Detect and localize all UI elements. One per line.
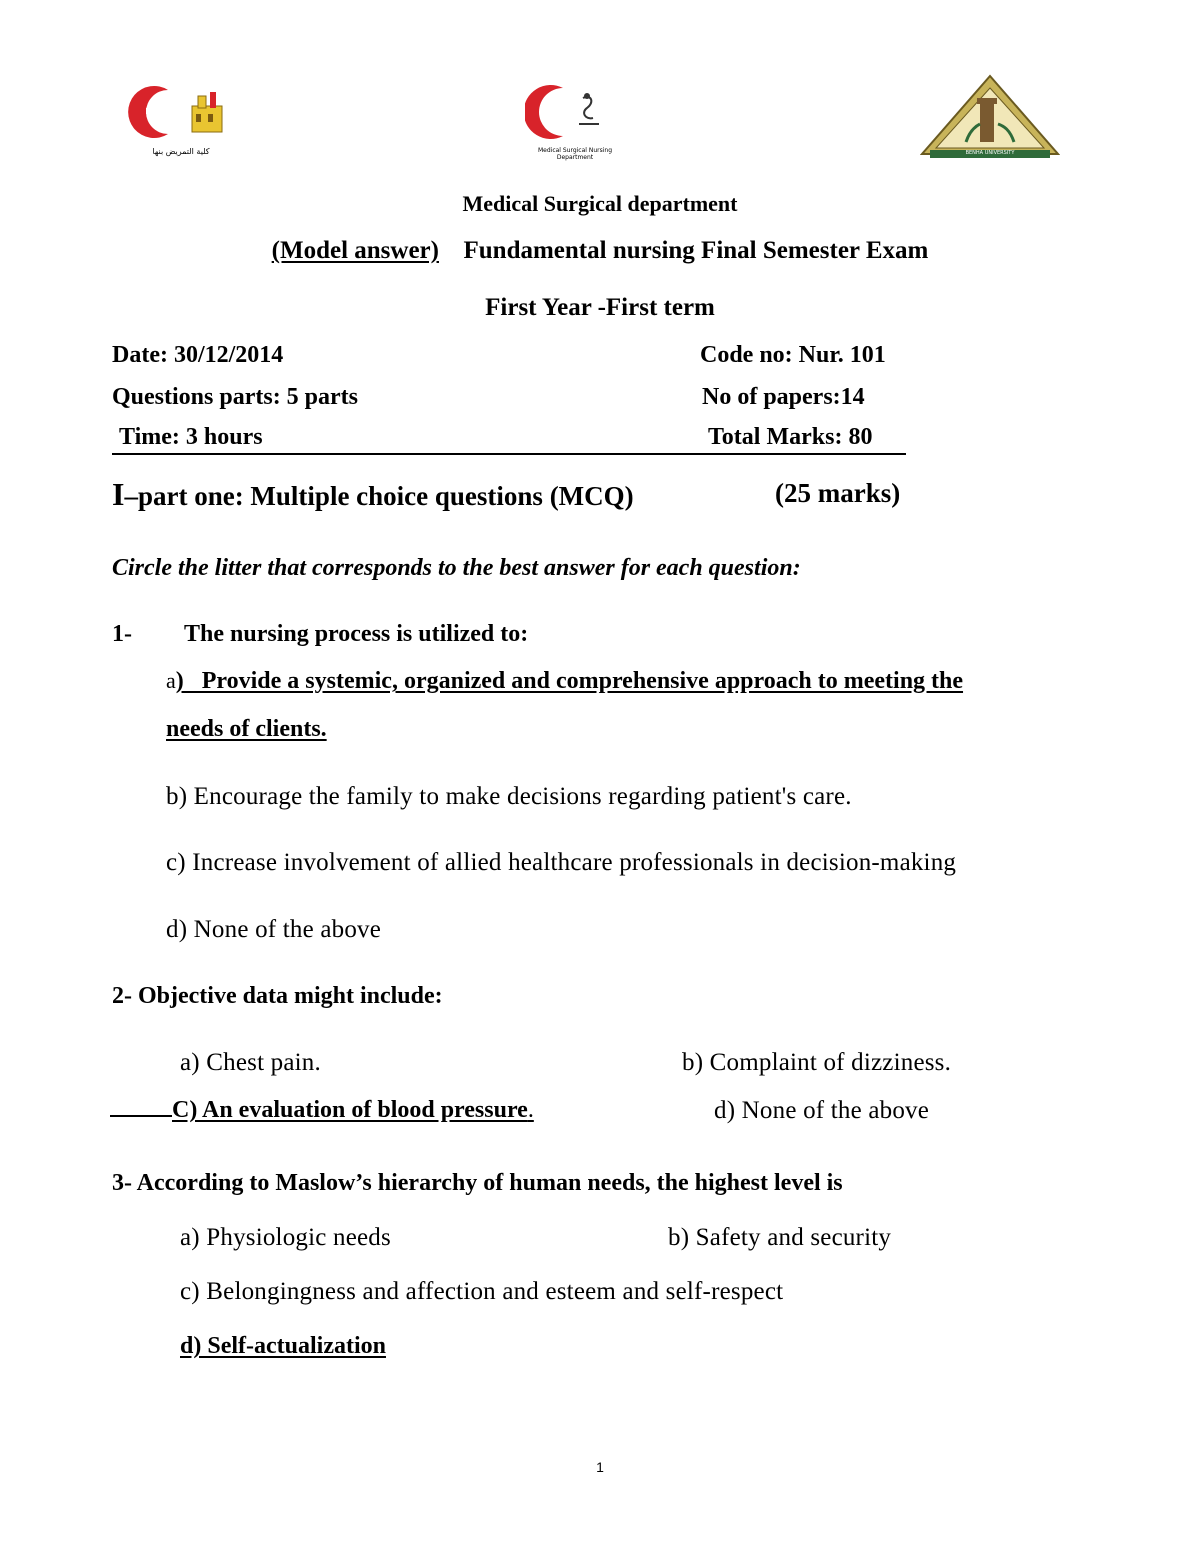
option-c-period: . — [527, 1097, 534, 1123]
question-1-text: The nursing process is utilized to: — [184, 621, 529, 647]
part-one-heading — [112, 476, 634, 513]
question-1-option-a — [166, 668, 963, 695]
part-one-title: –part one: Multiple choice questions (MCQ) — [124, 481, 634, 511]
question-2-option-b: b) Complaint of dizziness. — [682, 1049, 952, 1076]
question-3-option-c: c) Belongingness and affection and esteem and self-respect — [180, 1278, 784, 1305]
exam-time: Time: 3 hours — [119, 424, 263, 450]
option-a-answer-line1: ) Provide a systemic, organized and comprehensive approach to meeting the — [175, 668, 964, 694]
exam-title-line — [0, 237, 1200, 265]
question-1-option-c: c) Increase involvement of allied healthcare professionals in decision-making — [166, 849, 957, 876]
question-2-option-c — [110, 1097, 534, 1124]
question-1-number: 1- — [112, 621, 132, 647]
exam-date: Date: 30/12/2014 — [112, 342, 284, 368]
question-1-option-a-cont: needs of clients. — [166, 716, 327, 742]
page-number: 1 — [596, 1459, 604, 1475]
question-3-option-a: a) Physiologic needs — [180, 1224, 391, 1251]
question-2-text: 2- Objective data might include: — [112, 983, 443, 1009]
question-2-option-d: d) None of the above — [714, 1097, 930, 1124]
right-logo-caption: BENHA UNIVERSITY — [965, 150, 1015, 156]
answer-leader-line — [110, 1115, 172, 1117]
left-logo — [128, 84, 234, 154]
question-1-option-b: b) Encourage the family to make decisions regarding patient's care. — [166, 783, 852, 810]
option-c-answer: C) An evaluation of blood pressure — [172, 1097, 528, 1123]
question-2-option-a: a) Chest pain. — [180, 1049, 321, 1076]
part-one-marks: (25 marks) — [775, 478, 901, 508]
info-underline — [112, 453, 906, 455]
question-1-option-d: d) None of the above — [166, 916, 382, 943]
question-parts: Questions parts: 5 parts — [112, 384, 359, 410]
red-crescent-faculty-logo — [128, 84, 234, 140]
center-logo — [525, 84, 625, 161]
question-3-option-d: d) Self-actualization — [180, 1333, 386, 1359]
course-code: Code no: Nur. 101 — [700, 342, 886, 368]
question-3-option-b: b) Safety and security — [668, 1224, 892, 1251]
question-3-text: 3- According to Maslow’s hierarchy of human needs, the highest level is — [112, 1170, 843, 1196]
paper-count: No of papers:14 — [702, 384, 865, 410]
part-roman-numeral: I — [112, 476, 125, 512]
exam-title: Fundamental nursing Final Semester Exam — [463, 237, 929, 264]
red-crescent-department-logo — [525, 84, 625, 140]
option-a-letter: a — [166, 668, 176, 693]
left-logo-caption: كلية التمريض بنها — [152, 147, 210, 156]
benha-university-seal — [920, 74, 1060, 160]
right-logo — [920, 74, 1060, 160]
total-marks: Total Marks: 80 — [708, 424, 873, 450]
model-answer-label: (Model answer) — [271, 237, 439, 264]
year-term: First Year -First term — [485, 294, 715, 321]
department-title: Medical Surgical department — [462, 191, 738, 216]
instruction-text: Circle the litter that corresponds to the best answer for each question: — [112, 555, 801, 581]
center-logo-caption: Medical Surgical Nursing Department — [537, 147, 613, 161]
